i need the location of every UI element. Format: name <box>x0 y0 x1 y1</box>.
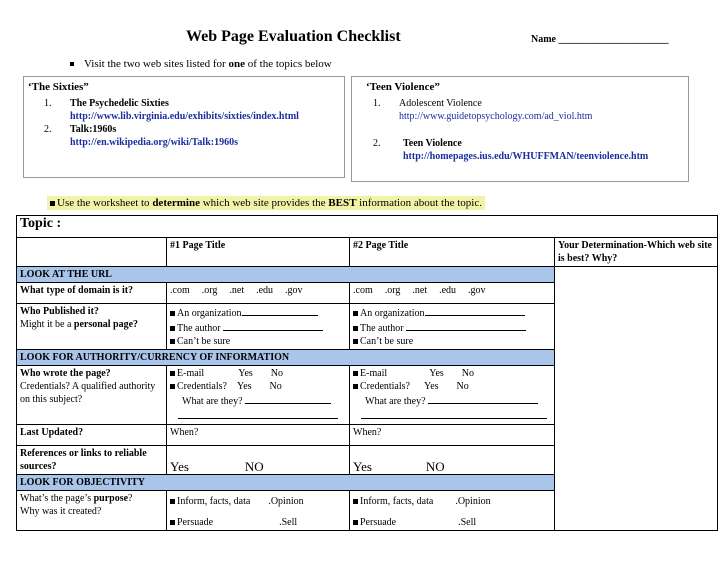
topic-item: 2. Talk:1960s http://en.wikipedia.org/wiki/Talk:1960s <box>44 124 238 148</box>
topic-item: 1. The Psychedelic Sixties http://www.lib.virginia.edu/exhibits/sixties/index.html <box>44 98 299 122</box>
worksheet-instruction: Use the worksheet to determine which web site provides the BEST information about the topic. <box>47 196 485 210</box>
purpose-options-page2[interactable]: Inform, facts, data .Opinion Persuade .Sell <box>350 491 555 531</box>
wrote-options-page1[interactable]: E-mail Yes No Credentials? Yes No What are they? <box>167 366 350 425</box>
question-purpose: What’s the page’s purpose? Why was it created? <box>17 491 167 531</box>
determination-answer-cell[interactable] <box>555 267 718 531</box>
references-options-page1[interactable]: Yes NO <box>167 446 350 475</box>
topic-item: 2. Teen Violence http://homepages.ius.edu/WHUFFMAN/teenviolence.htm <box>373 138 649 162</box>
updated-field-page2[interactable]: When? <box>350 425 555 446</box>
topic-field[interactable]: Topic : <box>17 216 718 238</box>
domain-options-page2[interactable]: .com .org .net .edu .gov <box>350 283 555 304</box>
published-options-page2[interactable]: An organization The author Can’t be sure <box>350 304 555 350</box>
topic-item: 1. Adolescent Violence http://www.guidetopsychology.com/ad_viol.htm <box>373 98 593 122</box>
topic-box-teen-violence <box>351 76 689 182</box>
question-published: Who Published it? Might it be a personal page? <box>17 304 167 350</box>
name-field-label: Name ______________________ <box>531 34 669 45</box>
col-header-determination: Your Determination-Which web site is best? Why? <box>555 238 718 267</box>
intro-instruction: Visit the two web sites listed for one of the topics below <box>70 58 332 70</box>
col-header-page1: #1 Page Title <box>167 238 350 267</box>
site-link[interactable]: http://www.guidetopsychology.com/ad_viol.htm <box>399 111 593 122</box>
evaluation-table <box>16 215 718 531</box>
updated-field-page1[interactable]: When? <box>167 425 350 446</box>
published-options-page1[interactable]: An organization The author Can’t be sure <box>167 304 350 350</box>
bullet-icon <box>70 62 74 66</box>
question-references: References or links to reliable sources? <box>17 446 167 475</box>
question-updated: Last Updated? <box>17 425 167 446</box>
topic-heading: ‘The Sixties” <box>28 81 89 93</box>
section-authority: LOOK FOR AUTHORITY/CURRENCY OF INFORMATION <box>17 350 555 366</box>
wrote-options-page2[interactable]: E-mail Yes No Credentials? Yes No What are they? <box>350 366 555 425</box>
purpose-options-page1[interactable]: Inform, facts, data .Opinion Persuade .Sell <box>167 491 350 531</box>
question-wrote: Who wrote the page? Credentials? A qualified authority on this subject? <box>17 366 167 425</box>
bullet-icon <box>50 201 55 206</box>
site-link[interactable]: http://www.lib.virginia.edu/exhibits/sixties/index.html <box>70 111 299 122</box>
col-header-page2: #2 Page Title <box>350 238 555 267</box>
empty-header-cell <box>17 238 167 267</box>
question-domain: What type of domain is it? <box>17 283 167 304</box>
site-link[interactable]: http://en.wikipedia.org/wiki/Talk:1960s <box>70 137 238 148</box>
topic-heading: ‘Teen Violence” <box>366 81 440 93</box>
site-link[interactable]: http://homepages.ius.edu/WHUFFMAN/teenviolence.htm <box>403 151 649 162</box>
section-url: LOOK AT THE URL <box>17 267 555 283</box>
domain-options-page1[interactable]: .com .org .net .edu .gov <box>167 283 350 304</box>
topic-box-sixties <box>23 76 345 178</box>
section-objectivity: LOOK FOR OBJECTIVITY <box>17 475 555 491</box>
page-title: Web Page Evaluation Checklist <box>186 28 401 45</box>
references-options-page2[interactable]: Yes NO <box>350 446 555 475</box>
